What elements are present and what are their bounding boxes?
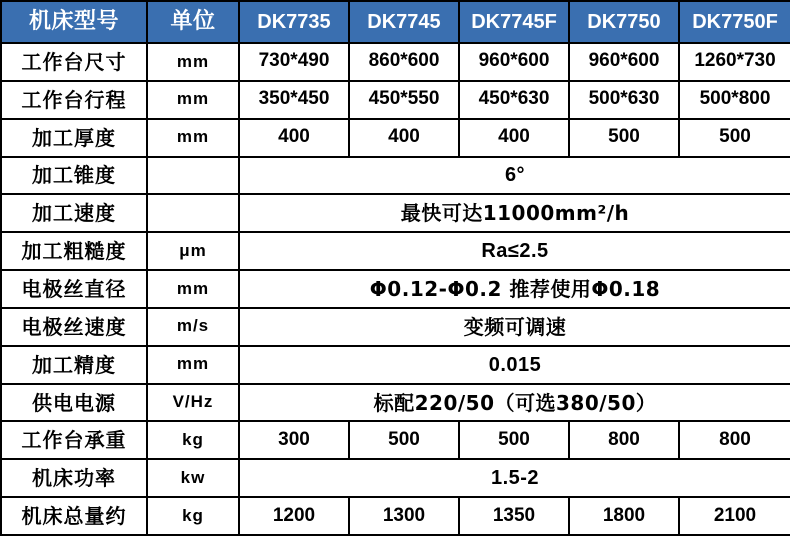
table-row [1,194,790,232]
row-value-merged: 标配220/50（可选380/50） [239,384,790,422]
row-value: 1300 [349,497,459,535]
header-unit: 单位 [147,1,239,43]
header-model-1: DK7735 [239,1,349,43]
row-param: 机床总量约 [1,497,147,535]
row-value: 730*490 [239,43,349,81]
row-param: 工作台承重 [1,421,147,459]
row-unit: kg [147,497,239,535]
row-param: 加工粗糙度 [1,232,147,270]
row-param: 加工厚度 [1,119,147,157]
header-parameter: 机床型号 [1,1,147,43]
table-row [1,157,790,195]
row-unit: mm [147,81,239,119]
table-row [1,81,790,119]
row-unit: mm [147,43,239,81]
row-param: 工作台尺寸 [1,43,147,81]
row-unit [147,157,239,195]
table-row [1,459,790,497]
row-value: 1200 [239,497,349,535]
header-model-3: DK7745F [459,1,569,43]
table-row [1,308,790,346]
row-value: 2100 [679,497,790,535]
row-param: 机床功率 [1,459,147,497]
row-param: 加工精度 [1,346,147,384]
row-param: 加工锥度 [1,157,147,195]
row-value: 1800 [569,497,679,535]
row-unit: mm [147,270,239,308]
table-row [1,497,790,535]
row-value: 400 [459,119,569,157]
row-param: 电极丝直径 [1,270,147,308]
row-param: 电极丝速度 [1,308,147,346]
row-unit: mm [147,346,239,384]
row-value: 500 [459,421,569,459]
row-value-merged: 最快可达11000mm²/h [239,194,790,232]
row-value-merged: 变频可调速 [239,308,790,346]
row-value-merged: 6° [239,157,790,195]
header-model-2: DK7745 [349,1,459,43]
row-value: 800 [679,421,790,459]
table-row [1,384,790,422]
row-value: 450*550 [349,81,459,119]
row-value: 500*800 [679,81,790,119]
table-row [1,119,790,157]
table-row [1,421,790,459]
header-model-4: DK7750 [569,1,679,43]
row-value: 1350 [459,497,569,535]
row-param: 加工速度 [1,194,147,232]
row-value: 960*600 [459,43,569,81]
row-value: 500*630 [569,81,679,119]
row-unit: kw [147,459,239,497]
row-value: 1260*730 [679,43,790,81]
row-value: 400 [349,119,459,157]
table-row [1,232,790,270]
row-value: 300 [239,421,349,459]
row-unit [147,194,239,232]
row-value: 500 [569,119,679,157]
row-unit: kg [147,421,239,459]
row-value-merged: 1.5-2 [239,459,790,497]
row-value-merged: Φ0.12-Φ0.2 推荐使用Φ0.18 [239,270,790,308]
table-row [1,346,790,384]
table-row [1,270,790,308]
row-value-merged: Ra≤2.5 [239,232,790,270]
row-unit: μm [147,232,239,270]
row-param: 供电电源 [1,384,147,422]
row-unit: mm [147,119,239,157]
table-row [1,43,790,81]
row-unit: m/s [147,308,239,346]
row-unit: V/Hz [147,384,239,422]
header-model-5: DK7750F [679,1,790,43]
row-value: 960*600 [569,43,679,81]
row-value: 800 [569,421,679,459]
row-value-merged: 0.015 [239,346,790,384]
row-value: 350*450 [239,81,349,119]
row-param: 工作台行程 [1,81,147,119]
row-value: 860*600 [349,43,459,81]
row-value: 400 [239,119,349,157]
row-value: 500 [349,421,459,459]
table-header-row [1,1,790,43]
row-value: 500 [679,119,790,157]
row-value: 450*630 [459,81,569,119]
